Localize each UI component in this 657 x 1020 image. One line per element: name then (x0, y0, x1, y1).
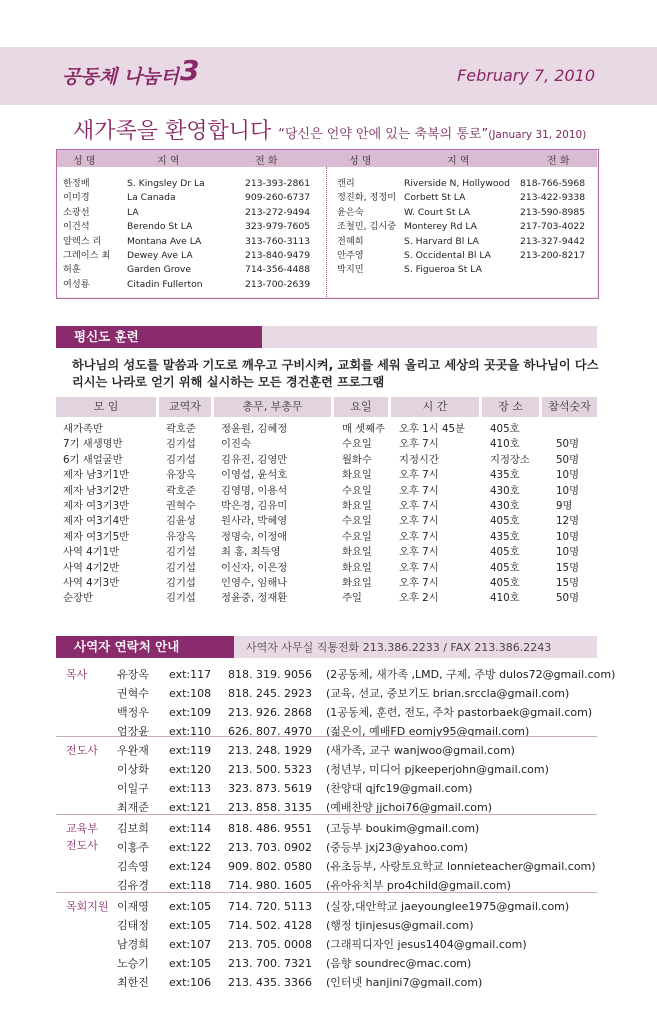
staff-info: (청년부, 미디어 pjkeeperjohn@gmail.com) (326, 763, 549, 776)
cell-leaders: 정윤원, 김혜정 (221, 423, 288, 435)
cell-group: 7기 새생명반 (63, 438, 123, 451)
issue-date: February 7, 2010 (457, 66, 595, 85)
member-area: LA (127, 206, 139, 218)
staff-name: 이일구 (117, 782, 149, 795)
training-col-attendance (556, 422, 579, 607)
member-phone: 213-200-8217 (520, 250, 586, 262)
cell-time: 오후 7시 (399, 577, 439, 590)
cell-time: 오후 7시 (399, 530, 439, 543)
staff-ext: ext:109 (169, 706, 212, 719)
member-area: S. Kingsley Dr La (127, 178, 205, 189)
cell-group: 사역 4기3반 (63, 577, 120, 590)
cell-day: 수요일 (342, 484, 372, 497)
group-divider (56, 736, 597, 737)
staff-phone: 213. 703. 0902 (228, 841, 312, 854)
member-name: 캔리 (337, 178, 355, 189)
staff-info: (실장,대안학교 jaeyounglee1975@gmail.com) (326, 900, 570, 913)
th-day: 요일 (334, 397, 388, 417)
staff-ext: ext:117 (169, 668, 212, 681)
cell-attendance: 15명 (556, 577, 580, 590)
member-phone: 909-260-6737 (245, 192, 311, 204)
cell-leaders: 최 홍, 최득영 (221, 546, 281, 559)
cell-place: 410호 (490, 438, 520, 451)
member-name: 이미경 (63, 192, 90, 204)
member-area: S. Occidental Bl LA (404, 250, 491, 262)
cell-leaders: 이신자, 이은정 (221, 561, 288, 574)
staff-info: (인터넷 hanjini7@gmail.com) (326, 976, 483, 989)
cell-group: 순장반 (63, 592, 93, 605)
cell-time: 오후 7시 (399, 515, 439, 528)
cell-day: 주일 (342, 592, 362, 605)
member-name: 조철민, 김시중 (337, 221, 397, 233)
cell-pastor: 김기섭 (166, 577, 196, 590)
th-place: 장 소 (482, 397, 539, 417)
staff-row (56, 898, 597, 915)
cell-pastor: 김윤성 (166, 515, 196, 528)
member-area: Garden Grove (127, 264, 191, 276)
cell-leaders: 인영수, 임해나 (221, 577, 288, 590)
member-name: 알렉스 리 (63, 235, 102, 247)
staff-name: 김유경 (117, 879, 149, 892)
staff-info: (예배찬양 jjchoi76@gmail.com) (326, 801, 493, 814)
cell-group: 제자 남3기1반 (63, 469, 130, 482)
staff-name: 이홍주 (117, 841, 149, 854)
cell-place: 410호 (490, 592, 520, 605)
section-title: 공동체 나눔터 (62, 66, 179, 88)
staff-ext: ext:119 (169, 744, 212, 757)
staff-ext: ext:107 (169, 938, 212, 951)
cell-pastor: 곽호준 (166, 423, 196, 435)
staff-info: (교육, 선교, 중보기도 brian.srccla@gmail.com) (326, 687, 570, 700)
cell-place: 430호 (490, 500, 520, 513)
cell-leaders: 이영섭, 윤석호 (221, 469, 288, 482)
staff-ext: ext:124 (169, 860, 212, 873)
staff-phone: 323. 873. 5619 (228, 782, 312, 795)
staff-name: 권혁수 (117, 687, 149, 700)
staff-info: (유초등부, 사랑토요학교 lonnieteacher@gmail.com) (326, 860, 596, 873)
staff-name: 우완재 (117, 744, 149, 757)
staff-row (56, 955, 597, 972)
member-area: S. Figueroa St LA (404, 264, 482, 276)
cell-day: 수요일 (342, 515, 372, 528)
cell-attendance: 15명 (556, 561, 580, 574)
staff-office-note: 사역자 사무실 직통전화 213.386.2233 / FAX 213.386.2243 (246, 641, 552, 654)
cell-day: 월화수 (342, 453, 372, 466)
header-phone-right: 전 화 (547, 156, 570, 167)
cell-place: 405호 (490, 577, 520, 590)
cell-group: 제자 여3기5반 (63, 530, 130, 543)
training-col-leaders (221, 422, 287, 607)
member-phone: 213-393-2861 (245, 178, 311, 189)
cell-time: 오후 7시 (399, 561, 439, 574)
cell-group: 사역 4기1반 (63, 546, 120, 559)
cell-group: 6기 새얼굴반 (63, 453, 123, 466)
header-area-right: 지 역 (447, 156, 470, 167)
left-phones (245, 177, 310, 292)
member-name: 박지민 (337, 264, 364, 276)
group-divider (56, 814, 597, 815)
staff-role: 목회지원 (66, 900, 109, 913)
cell-day: 매 셋째주 (342, 423, 386, 435)
member-name: 정진화, 정정미 (337, 192, 397, 204)
cell-pastor: 김기섭 (166, 592, 196, 605)
staff-phone: 213. 926. 2868 (228, 706, 312, 719)
staff-info: (중등부 jxj23@yahoo.com) (326, 841, 469, 854)
header-phone-left: 전 화 (255, 156, 278, 167)
cell-day: 화요일 (342, 561, 372, 574)
cell-time: 오후 7시 (399, 500, 439, 513)
th-time: 시 간 (391, 397, 479, 417)
welcome-title: 새가족을 환영합니다 (73, 119, 272, 144)
staff-name: 최한진 (117, 976, 149, 989)
staff-phone: 213. 705. 0008 (228, 938, 312, 951)
th-pastor: 교역자 (159, 397, 211, 417)
cell-place: 435호 (490, 469, 520, 482)
right-names (337, 177, 396, 278)
cell-time: 지정시간 (399, 453, 439, 466)
cell-time: 오후 7시 (399, 484, 439, 497)
th-group: 모 임 (56, 397, 156, 417)
staff-ext: ext:105 (169, 957, 212, 970)
staff-ext: ext:106 (169, 976, 212, 989)
staff-phone: 714. 502. 4128 (228, 919, 312, 932)
staff-name: 노승기 (117, 957, 149, 970)
staff-row (56, 761, 597, 778)
member-area: Riverside N, Hollywood (404, 178, 510, 189)
cell-place: 435호 (490, 530, 520, 543)
member-phone: 217-703-4022 (520, 221, 586, 233)
member-phone: 323-979-7605 (245, 221, 311, 233)
cell-pastor: 김기섭 (166, 561, 196, 574)
left-names (63, 177, 110, 292)
staff-name: 유장옥 (117, 668, 149, 681)
staff-ext: ext:105 (169, 919, 212, 932)
member-phone: 213-422-9338 (520, 192, 586, 204)
staff-phone: 213. 700. 7321 (228, 957, 312, 970)
cell-leaders: 원사라, 박혜영 (221, 515, 288, 528)
cell-attendance: 9명 (556, 500, 573, 513)
member-name: 그레이스 최 (63, 250, 111, 262)
welcome-heading (73, 114, 586, 145)
header-name-right: 성 명 (349, 156, 372, 167)
staff-info: (행정 tjinjesus@gmail.com) (326, 919, 474, 932)
cell-pastor: 김기섭 (166, 438, 196, 451)
new-members-header (57, 150, 597, 167)
cell-leaders: 이진숙 (221, 438, 251, 451)
cell-place: 405호 (490, 423, 520, 435)
staff-phone: 818. 319. 9056 (228, 668, 312, 681)
staff-phone: 818. 486. 9551 (228, 822, 312, 835)
staff-info: (새가족, 교구 wanjwoo@gmail.com) (326, 744, 515, 757)
member-phone: 213-590-8985 (520, 206, 586, 218)
cell-day: 화요일 (342, 577, 372, 590)
staff-row (56, 742, 597, 759)
cell-day: 수요일 (342, 438, 372, 451)
staff-row (56, 858, 597, 875)
staff-name: 김태정 (117, 919, 149, 932)
staff-phone: 213. 500. 5323 (228, 763, 312, 776)
cell-attendance: 10명 (556, 484, 580, 497)
right-areas (404, 177, 510, 278)
member-area: Montana Ave LA (127, 235, 202, 247)
member-phone: 213-272-9494 (245, 206, 311, 218)
staff-phone: 626. 807. 4970 (228, 725, 312, 738)
section-number: 3 (180, 54, 200, 87)
header-name-left: 성 명 (73, 156, 96, 167)
staff-info: (2공동체, 새가족 ,LMD, 구제, 주방 dulos72@gmail.com) (326, 668, 616, 681)
right-phones (520, 177, 585, 263)
training-col-pastor (166, 422, 196, 607)
staff-role: 목사 (66, 668, 88, 681)
staff-info: (찬양대 qjfc19@gmail.com) (326, 782, 473, 795)
th-leaders: 총무, 부총무 (214, 397, 331, 417)
cell-leaders: 김영명, 이용석 (221, 484, 288, 497)
staff-phone: 714. 720. 5113 (228, 900, 312, 913)
staff-row (56, 839, 597, 856)
staff-ext: ext:105 (169, 900, 212, 913)
member-area: Monterey Rd LA (404, 221, 477, 233)
staff-role: 전도사 (66, 744, 98, 757)
cell-day: 수요일 (342, 530, 372, 543)
staff-name: 이상화 (117, 763, 149, 776)
staff-info: (그래픽디자인 jesus1404@gmail.com) (326, 938, 527, 951)
cell-leaders: 박은경, 김유미 (221, 500, 288, 513)
welcome-date: (January 31, 2010) (488, 129, 587, 141)
staff-info: (음향 soundrec@mac.com) (326, 957, 472, 970)
cell-group: 제자 남3기2반 (63, 484, 130, 497)
cell-day: 화요일 (342, 469, 372, 482)
staff-info: (1공동체, 훈련, 전도, 주차 pastorbaek@gmail.com) (326, 706, 593, 719)
staff-ext: ext:108 (169, 687, 212, 700)
staff-name: 최재준 (117, 801, 149, 814)
staff-ext: ext:122 (169, 841, 212, 854)
training-col-day (342, 422, 385, 607)
cell-place: 지정장소 (490, 453, 530, 466)
cell-attendance: 10명 (556, 469, 580, 482)
staff-ext: ext:113 (169, 782, 212, 795)
member-phone: 714-356-4488 (245, 264, 311, 276)
cell-attendance (556, 422, 579, 437)
th-attendance: 참석숫자 (542, 397, 597, 417)
cell-pastor: 유장옥 (166, 469, 196, 482)
staff-ext: ext:121 (169, 801, 212, 814)
cell-attendance: 50명 (556, 438, 580, 451)
header-area-left: 지 역 (157, 156, 180, 167)
group-divider (56, 892, 597, 893)
member-area: Corbett St LA (404, 192, 466, 204)
training-col-group (63, 422, 129, 607)
cell-place: 430호 (490, 484, 520, 497)
staff-phone: 213. 858. 3135 (228, 801, 312, 814)
member-name: 안주영 (337, 250, 364, 262)
staff-info: (젊은이, 예배FD eomjy95@gmail.com) (326, 725, 530, 738)
cell-pastor: 김기섭 (166, 453, 196, 466)
cell-group: 제자 여3기3반 (63, 500, 130, 513)
cell-time: 오후 7시 (399, 546, 439, 559)
member-name: 소광선 (63, 206, 90, 218)
staff-row (56, 974, 597, 991)
staff-info: (고등부 boukim@gmail.com) (326, 822, 480, 835)
cell-pastor: 곽호준 (166, 484, 196, 497)
training-col-place (490, 422, 530, 607)
staff-ext: ext:110 (169, 725, 212, 738)
cell-pastor: 유장옥 (166, 530, 196, 543)
cell-time: 오후 7시 (399, 438, 439, 451)
member-area: W. Court St LA (404, 206, 470, 218)
cell-place: 405호 (490, 561, 520, 574)
member-name: 여성룡 (63, 278, 90, 290)
staff-section-bar (56, 636, 597, 658)
cell-attendance: 50명 (556, 453, 580, 466)
cell-group: 새가족반 (63, 423, 103, 435)
cell-place: 405호 (490, 515, 520, 528)
staff-name: 엄장윤 (117, 725, 149, 738)
cell-group: 사역 4기2반 (63, 561, 120, 574)
welcome-quote: “당신은 언약 안에 있는 축복의 통로” (278, 127, 489, 142)
staff-row (56, 704, 597, 721)
training-section-bar (56, 326, 597, 348)
member-area: Citadin Fullerton (127, 278, 203, 290)
cell-time: 오후 2시 (399, 592, 439, 605)
member-name: 이건석 (63, 221, 90, 233)
staff-row (56, 666, 616, 683)
staff-row (56, 685, 597, 702)
staff-phone: 213. 248. 1929 (228, 744, 312, 757)
staff-phone: 909. 802. 0580 (228, 860, 312, 873)
member-area: Dewey Ave LA (127, 250, 193, 262)
staff-phone: 818. 245. 2923 (228, 687, 312, 700)
cell-attendance: 50명 (556, 592, 580, 605)
cell-leaders: 정명숙, 이정애 (221, 530, 288, 543)
member-phone: 213-840-9479 (245, 250, 311, 262)
member-area: S. Harvard Bl LA (404, 235, 479, 247)
staff-row (56, 936, 597, 953)
member-phone: 213-327-9442 (520, 235, 586, 247)
member-name: 전혜희 (337, 235, 364, 247)
staff-row (56, 723, 597, 740)
staff-role: 교육부 전도사 (66, 822, 98, 852)
member-area: Berendo St LA (127, 221, 193, 233)
cell-day: 화요일 (342, 500, 372, 513)
cell-attendance: 12명 (556, 515, 580, 528)
member-name: 허훈 (63, 264, 81, 276)
staff-info: (유아유치부 pro4child@gmail.com) (326, 879, 511, 892)
cell-attendance: 10명 (556, 530, 580, 543)
staff-phone: 714. 980. 1605 (228, 879, 312, 892)
staff-name: 김보희 (117, 822, 149, 835)
member-area: La Canada (127, 192, 176, 204)
member-phone: 213-700-2639 (245, 278, 311, 290)
staff-ext: ext:118 (169, 879, 212, 892)
cell-time: 오후 1시 45분 (399, 423, 465, 435)
cell-pastor: 권혁수 (166, 500, 196, 513)
staff-office-note-box (234, 636, 597, 658)
cell-attendance: 10명 (556, 546, 580, 559)
member-phone: 818-766-5968 (520, 178, 586, 189)
staff-ext: ext:114 (169, 822, 212, 835)
staff-ext: ext:120 (169, 763, 212, 776)
staff-row (56, 820, 597, 837)
staff-name: 남경희 (117, 938, 149, 951)
left-areas (127, 177, 205, 292)
cell-pastor: 김기섭 (166, 546, 196, 559)
member-name: 한정배 (63, 178, 90, 189)
training-description: 하나님의 성도를 말씀과 기도로 깨우고 구비시켜, 교회를 세워 올리고 세상의 곳곳을 하나님이 다스리시는 나라로 얻기 위해 실시하는 모든 경건훈련 프로그램 (72, 358, 599, 389)
staff-section-label: 사역자 연락처 안내 (56, 636, 234, 658)
cell-day: 화요일 (342, 546, 372, 559)
staff-name: 이재영 (117, 900, 149, 913)
cell-place: 405호 (490, 546, 520, 559)
member-phone: 313-760-3113 (245, 235, 311, 247)
cell-leaders: 정윤중, 정재환 (221, 592, 288, 605)
member-name: 윤은숙 (337, 206, 364, 218)
staff-phone: 213. 435. 3366 (228, 976, 312, 989)
cell-leaders: 김유진, 김영만 (221, 453, 288, 466)
cell-time: 오후 7시 (399, 469, 439, 482)
column-divider (326, 167, 327, 297)
training-section-label: 평신도 훈련 (56, 326, 262, 348)
cell-group: 제자 여3기4반 (63, 515, 130, 528)
staff-name: 김속영 (117, 860, 149, 873)
staff-row (56, 917, 597, 934)
training-col-time (399, 422, 465, 607)
staff-row (56, 780, 597, 797)
staff-name: 백정우 (117, 706, 149, 719)
training-section-bar-fill (262, 326, 597, 348)
